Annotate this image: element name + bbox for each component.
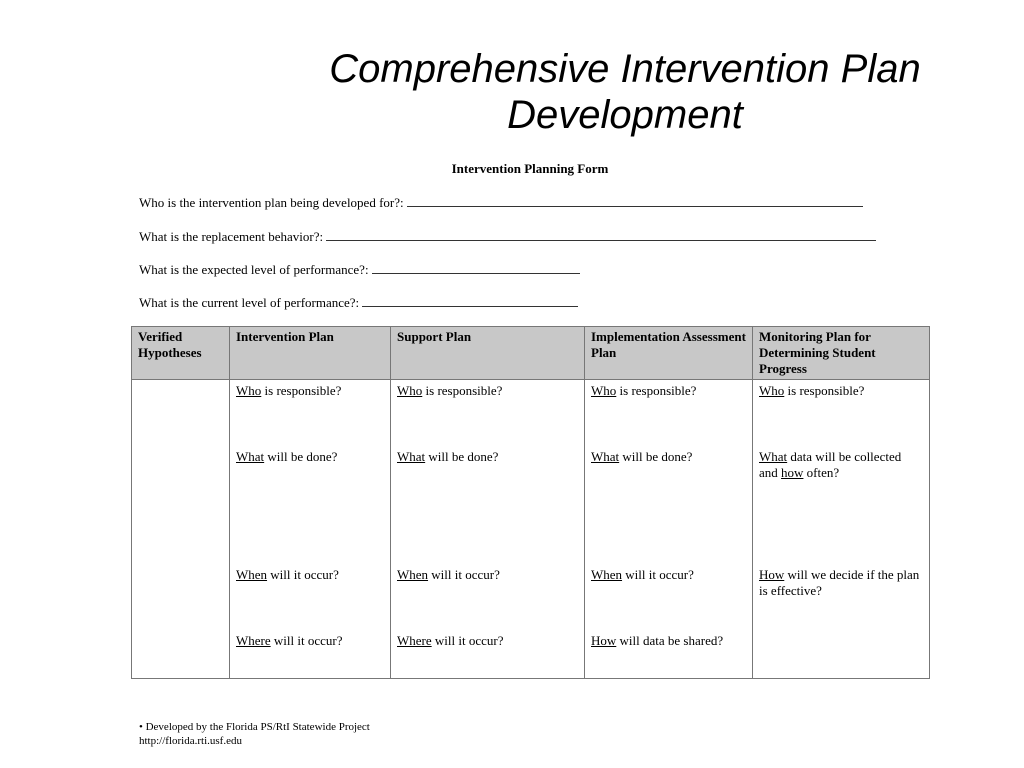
prompt-item: Who is responsible? xyxy=(236,383,342,398)
prompt-item: Who is responsible? xyxy=(397,383,503,398)
prompt-item: Where will it occur? xyxy=(236,633,343,648)
header-implementation-assessment-plan: Implementation Assessment Plan xyxy=(585,327,753,380)
prompt-item: What data will be collected and how often? xyxy=(759,449,902,480)
footer-credit xyxy=(139,720,370,748)
cell-monitoring-plan[interactable] xyxy=(753,380,930,679)
question-label: Who is the intervention plan being developed for?: xyxy=(139,195,404,210)
question-label: What is the current level of performance?: xyxy=(139,295,360,310)
cell-support-plan[interactable] xyxy=(391,380,585,679)
question-expected-performance xyxy=(139,262,580,278)
prompt-item: Who is responsible? xyxy=(759,383,865,398)
form-title: Intervention Planning Form xyxy=(451,161,609,176)
question-current-performance xyxy=(139,295,578,311)
prompt-item: When will it occur? xyxy=(236,567,339,582)
bullet: • xyxy=(139,721,143,733)
prompt-item: When will it occur? xyxy=(397,567,500,582)
answer-blank[interactable] xyxy=(407,195,863,207)
prompt-item: Where will it occur? xyxy=(397,633,504,648)
footer-url[interactable]: http://florida.rti.usf.edu xyxy=(139,735,242,747)
cell-intervention-plan[interactable] xyxy=(230,380,391,679)
prompt-item: What will be done? xyxy=(397,449,499,464)
header-verified-hypotheses: Verified Hypotheses xyxy=(132,327,230,380)
answer-blank[interactable] xyxy=(362,295,578,307)
answer-blank[interactable] xyxy=(326,229,876,241)
slide-title-line-1: Comprehensive Intervention Plan xyxy=(329,47,921,91)
prompt-item: How will data be shared? xyxy=(591,633,724,648)
footer-line-1: Developed by the Florida PS/RtI Statewide Project xyxy=(145,721,370,733)
prompt-item: When will it occur? xyxy=(591,567,694,582)
table-row xyxy=(132,380,930,679)
prompt-item: What will be done? xyxy=(236,449,338,464)
question-label: What is the expected level of performance?: xyxy=(139,262,369,277)
intervention-planning-table xyxy=(131,326,930,679)
slide-title xyxy=(250,46,1000,138)
prompt-item: What will be done? xyxy=(591,449,693,464)
cell-implementation-assessment-plan[interactable] xyxy=(585,380,753,679)
question-label: What is the replacement behavior?: xyxy=(139,229,324,244)
header-intervention-plan: Intervention Plan xyxy=(230,327,391,380)
prompt-item: Who is responsible? xyxy=(591,383,697,398)
cell-verified-hypotheses[interactable] xyxy=(132,380,230,679)
header-monitoring-plan: Monitoring Plan for Determining Student Progress xyxy=(753,327,930,380)
prompt-item: How will we decide if the plan is effective? xyxy=(759,567,920,598)
question-plan-for xyxy=(139,195,863,211)
header-support-plan: Support Plan xyxy=(391,327,585,380)
question-replacement-behavior xyxy=(139,229,876,245)
slide-title-line-2: Development xyxy=(507,93,743,137)
answer-blank[interactable] xyxy=(372,262,580,274)
table-header-row xyxy=(132,327,930,380)
